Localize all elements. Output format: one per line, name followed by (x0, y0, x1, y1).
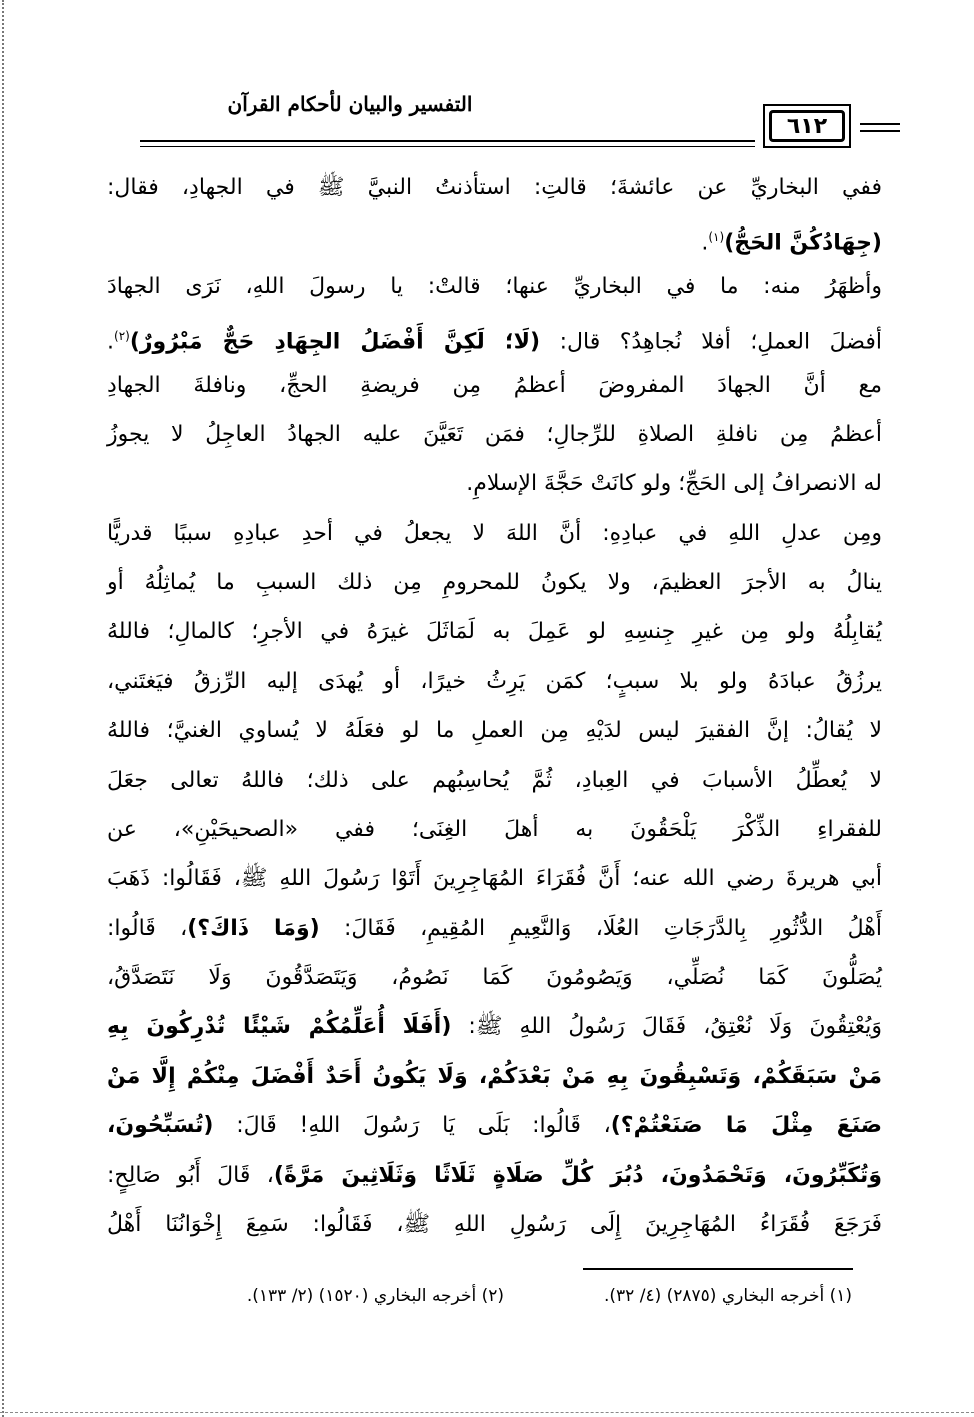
hadith-quote: (تُسَبِّحُونَ، (107, 1113, 214, 1139)
hadith-quote: (وَمَا ذَاكَ؟) (187, 915, 320, 941)
text-line: (جِهَادُكُنَّ الحَجُّ)$^{(١)}$. (701, 230, 882, 256)
footnote-2: (٢) أخرجه البخاري (١٥٢٠) (٢/ ١٣٣). (246, 1286, 504, 1306)
footnote-1: (١) أخرجه البخاري (٢٨٧٥) (٤/ ٣٢). (604, 1286, 852, 1306)
hadith-quote: صَنَعَ مِثْلَ مَا صَنَعْتُمْ؟) (610, 1113, 883, 1139)
text-line: ينالُ به الأجرَ العظيمَ، ولا يكونُ للمحرومِ مِن ذلك السببِ ما يُماثِلُهُ أو (107, 570, 882, 596)
page-number: ٦١٢ (769, 110, 845, 142)
text-line: يُصَلُّونَ كَمَا نُصَلِّي، وَيَصُومُونَ كَمَا نَصُومُ، وَيَتَصَدَّقُونَ وَلَا نَتَصَدَّقُ، (107, 965, 882, 991)
text-line: ففي البخاريِّ عن عائشةَ؛ قالتِ: استأذنتُ النبيَّ ﷺ في الجهادِ، فقال: (107, 175, 882, 200)
text-line: صَنَعَ مِثْلَ مَا صَنَعْتُمْ؟)، قَالُوا: بَلَى يَا رَسُولَ اللهِ! قَالَ: (تُسَبِّحُونَ، (107, 1113, 883, 1139)
text-line: أعظمُ مِن نافلةِ الصلاةِ للرِّجالِ؛ فمَن تَعَيَّنَ عليه الجهادُ العاجِلُ لا يجوزُ (107, 421, 882, 447)
header-rule (140, 140, 755, 142)
text-line: مع أنَّ الجهادَ المفروضَ أعظمُ مِن فريضةِ الحجِّ، ونافلةَ الجهادِ (107, 372, 882, 398)
text-line: لا يُقالُ: إنَّ الفقيرَ ليس لدَيْهِ مِن العملِ ما لو فعَلَهُ لا يُساوي الغنيَّ؛ فاللهُ (107, 718, 882, 744)
text-line: يرزُقُ عبادَهُ ولو بلا سببٍ؛ كمَن يَرِثُ خيرًا، أو يُهدَى إليه الرِّزقُ فيَغتَني، (107, 668, 882, 694)
text-line: وَتُكَبِّرُونَ، وَتَحْمَدُونَ، دُبُرَ كُلِّ صَلَاةٍ ثَلَاثًا وَثَلَاثِينَ مَرَّةً)، قَالَ أَبُو صَالِحٍ: (107, 1162, 882, 1188)
hadith-quote: (لَا؛ لَكِنَّ أَفْضَلُ الجِهَادِ حَجٌّ مَبْرُورٌ) (129, 329, 541, 355)
footnote-ref: (٢) (114, 329, 130, 344)
text-line: أبي هريرةَ رضي الله عنه؛ أَنَّ فُقَرَاءَ المُهَاجِرِينَ أَتَوْا رَسُولَ اللهِ ﷺ، فَقَالُوا: ذَهَبَ (107, 866, 882, 892)
text-line (107, 1057, 882, 1097)
scan-border (2, 0, 4, 1417)
footnote-ref: (١) (708, 230, 725, 245)
header-ornament (860, 130, 900, 132)
text-line: أفضلَ العملِ؛ أفلا نُجاهِدُ؟ قال: (لَا؛ لَكِنَّ أَفْضَلُ الجِهَادِ حَجٌّ مَبْرُورٌ)$^{(٢)}$. (107, 329, 882, 355)
hadith-quote: وَتُكَبِّرُونَ، وَتَحْمَدُونَ، دُبُرَ كُلِّ صَلَاةٍ ثَلَاثًا وَثَلَاثِينَ مَرَّةً) (273, 1162, 882, 1188)
scan-border-bottom (0, 1412, 974, 1413)
hadith-quote: (جِهَادُكُنَّ الحَجُّ) (724, 230, 882, 256)
text-line: ومِن عدلِ اللهِ في عبادِهِ: أنَّ اللهَ لا يجعلُ في أحدِ عبادِهِ سببًا قدريًّا (107, 520, 882, 546)
text-line: فَرَجَعَ فُقَرَاءُ المُهَاجِرِينَ إِلَى رَسُولِ اللهِ ﷺ، فَقَالُوا: سَمِعَ إِخْوَانُنَا أَهْلُ (107, 1212, 882, 1237)
text-line: وَيُعْتِقُونَ وَلَا نُعْتِقُ، فَقَالَ رَسُولُ اللهِ ﷺ: (أَفَلَا أُعَلِّمُكُمْ شَيْئًا تُدْرِكُونَ بِهِ (107, 1014, 882, 1040)
text-line: له الانصرافُ إلى الحَجِّ؛ ولو كانَتْ حَجَّةَ الإسلامِ. (466, 471, 882, 497)
header-ornament (860, 123, 900, 125)
page-number-box (763, 104, 851, 148)
text-line: لا يُعطِّلُ الأسبابَ في العِبادِ، ثُمَّ يُحاسِبُهم على ذلك؛ فاللهُ تعالى جعَلَ (107, 767, 882, 793)
text-line: يُقابِلُهُ ولو مِن غيرِ جِنسِهِ لو عَمِلَ به لَمَاثَلَ غيرَهُ في الأجرِ؛ كالمالِ؛ فاللهُ (107, 619, 882, 645)
hadith-quote: مَنْ سَبَقَكُمْ، وَتَسْبِقُونَ بِهِ مَنْ بَعْدَكُمْ، وَلَا يَكُونُ أَحَدٌ أَفْضَلَ مِنْكُمْ إِلَّا مَنْ (107, 1063, 882, 1089)
running-header-title: التفسير والبيان لأحكام القرآن (227, 92, 473, 116)
header-rule-thin (140, 146, 755, 147)
hadith-quote: (أَفَلَا أُعَلِّمُكُمْ شَيْئًا تُدْرِكُونَ بِهِ (107, 1014, 452, 1040)
text-line: أَهْلُ الدُّثُورِ بِالدَّرَجَاتِ العُلَا، وَالنَّعِيمِ المُقِيمِ، فَقَالَ: (وَمَا ذَاكَ؟)، قَالُوا: (107, 915, 882, 941)
footnote-separator (583, 1268, 853, 1270)
text-line: وأظهَرُ منه: ما في البخاريِّ عنها؛ قالتْ: يا رسولَ اللهِ، نَرَى الجهادَ (107, 273, 882, 299)
text-line: للفقراءِ الذِّكْرَ يَلْحَقُونَ به أهلَ الغِنَى؛ ففي «الصحيحَيْنِ»، عن (107, 816, 882, 842)
